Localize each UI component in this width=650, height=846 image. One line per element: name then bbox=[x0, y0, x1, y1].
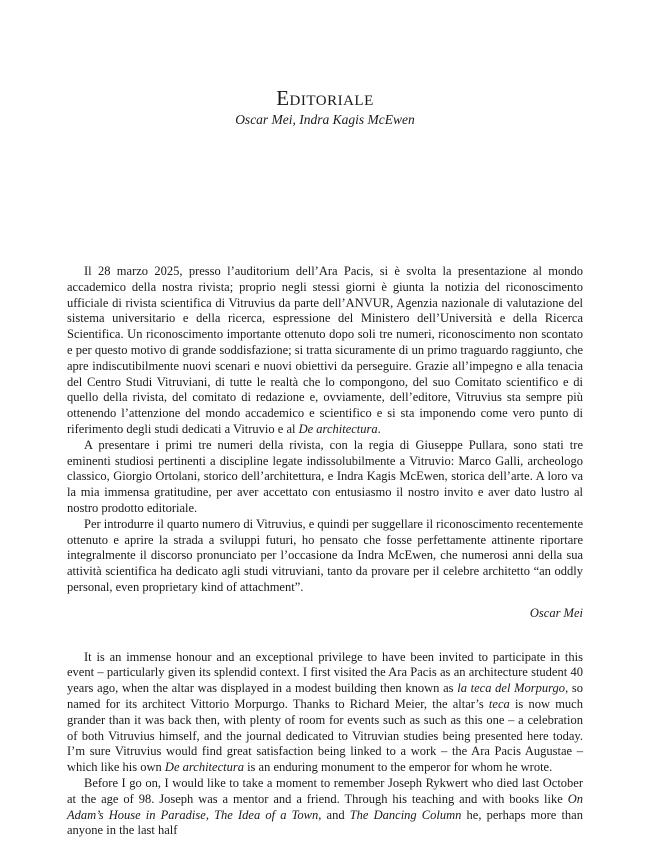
editor-signature: Oscar Mei bbox=[529, 605, 583, 620]
text-run: . bbox=[377, 421, 381, 436]
italic-title: On Adam’s House in Paradise bbox=[67, 791, 583, 822]
italic-phrase: la teca del Morpurgo bbox=[457, 681, 566, 696]
article-body bbox=[67, 264, 583, 839]
italic-title: The Idea of a Town bbox=[214, 807, 319, 822]
italic-title: De architectura bbox=[164, 760, 244, 775]
text-run: is now much grander than it was back then, with plenty of room for events such as such as this one – a celebration of both Vitruvius himself, and the journal dedicated to Vitruvian studies being presented here today. I’m sure Vitruvius would find great satisfaction being linked to a work – the Ara Pacis Augustae – which like his own bbox=[67, 696, 583, 775]
english-paragraph-2 bbox=[67, 776, 583, 839]
text-run: It is an immense honour and an exceptional privilege to have been invited to participate in this event – particularly given its splendid context. I first visited the Ara Pacis as an architecture student 40 years ago, when the altar was displayed in a modest building then known as bbox=[67, 649, 583, 696]
italian-paragraph-1 bbox=[67, 264, 583, 438]
text-run: is an enduring monument to the emperor for whom he wrote. bbox=[243, 760, 553, 775]
text-run: , so named for its architect Vittorio Morpurgo. Thanks to Richard Meier, the altar’s bbox=[67, 681, 583, 711]
english-paragraph-1 bbox=[67, 650, 583, 776]
italian-paragraph-3: Per introdurre il quarto numero di Vitruvius, e quindi per suggellare il riconoscimento recentemente ottenuto e aprire la strada a sviluppi futuri, ho pensato che fosse perfettamente attinente riportare integralmente il discorso pronunciato per l’occasione da Indra McEwen, che numerosi anni della sua attività scientifica ha dedicato agli studi vitruviani, tanto da provare per il celebre architetto “an oddly personal, even proprietary kind of attachment”. bbox=[67, 516, 583, 594]
italic-title: The Dancing Column bbox=[349, 807, 462, 822]
text-run: Before I go on, I would like to take a moment to remember Joseph Rykwert who died last October at the age of 98. Joseph was a mentor and a friend. Through his teaching and with books like bbox=[67, 775, 583, 806]
text-run: , and bbox=[318, 807, 350, 822]
text-run: , bbox=[205, 807, 215, 822]
text-run: Il 28 marzo 2025, presso l’auditorium dell’Ara Pacis, si è svolta la presentazione al mondo accademico della nostra rivista; proprio negli stessi giorni è giunta la notizia del riconoscimento ufficiale di rivista scientifica di Vitruvius da parte dell’ANVUR, Agenzia nazionale di valutazione del sistema universitario e della ricerca, espressione del Ministero dell’Università e della Ricerca Scientifica. Un riconoscimento importante ottenuto dopo soli tre numeri, riconoscimento non scontato e per questo motivo di grande soddisfazione; si tratta sicuramente di un primo traguardo raggiunto, che apre indiscutibilmente nuovi scenari e nuovi obiettivi da perseguire. Grazie all’impegno e alla tenacia del Centro Studi Vitruviani, di tutte le realtà che lo compongono, del suo Comitato scientifico e di quello della rivista, del comitato di redazione e, ovviamente, dell’editore, Vitruvius sta sempre più ottenendo l’attenzione del mondo accademico e scientifico e si sta imponendo come vero punto di riferimento degli studi dedicati a Vitruvio e al bbox=[67, 264, 583, 436]
italic-title: De architectura bbox=[298, 421, 378, 436]
text-run: he, perhaps more than anyone in the last half bbox=[67, 807, 583, 838]
article-title: Editoriale bbox=[276, 86, 374, 110]
article-authors: Oscar Mei, Indra Kagis McEwen bbox=[235, 112, 415, 127]
article-header bbox=[0, 86, 650, 128]
italic-phrase: teca bbox=[488, 696, 510, 711]
italian-paragraph-2: A presentare i primi tre numeri della rivista, con la regia di Giuseppe Pullara, sono stati tre eminenti studiosi pertinenti a discipline legate indissolubilmente a Vitruvio: Marco Galli, archeologo classico, Giorgio Ortolani, storico dell’architettura, e Indra Kagis McEwen, storica dell’arte. A loro va la mia immensa gratitudine, per aver accettato con entusiasmo il nostro invito e aver dato lustro al nostro prodotto editoriale. bbox=[67, 437, 583, 515]
